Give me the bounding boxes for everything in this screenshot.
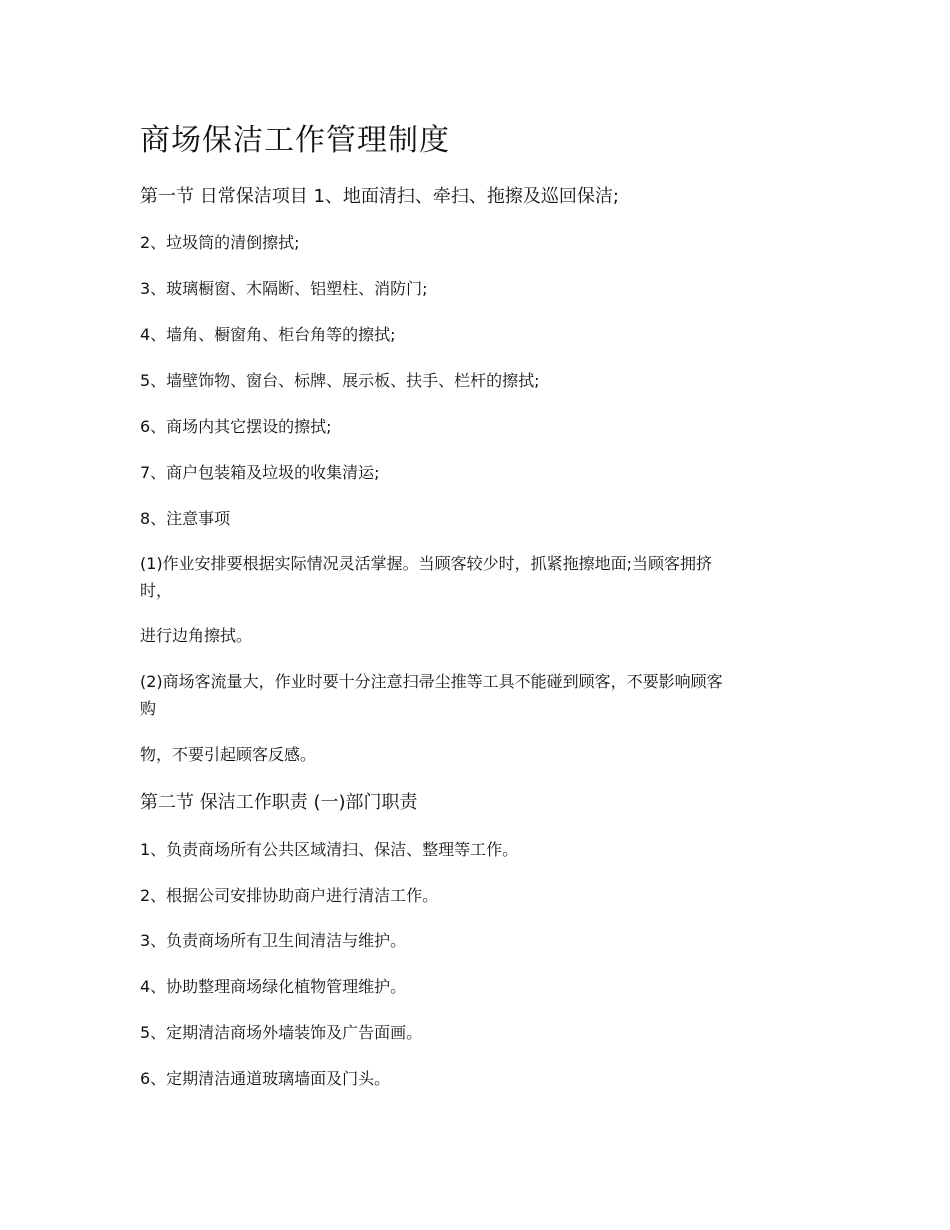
paragraph-line: 4、协助整理商场绿化植物管理维护。 bbox=[140, 977, 407, 996]
paragraph-line: 4、墙角、橱窗角、柜台角等的擦拭; bbox=[140, 325, 396, 344]
section-heading-2: 第二节 保洁工作职责 (一)部门职责 bbox=[140, 792, 418, 813]
paragraph-line: 5、墙壁饰物、窗台、标牌、展示板、扶手、栏杆的擦拭; bbox=[140, 371, 540, 390]
document-title: 商场保洁工作管理制度 bbox=[140, 123, 450, 158]
paragraph-line: 6、定期清洁通道玻璃墙面及门头。 bbox=[140, 1069, 391, 1088]
paragraph-line: (1)作业安排要根据实际情况灵活掌握。当顾客较少时，抓紧拖擦地面;当顾客拥挤 bbox=[140, 554, 713, 573]
paragraph-line: 2、根据公司安排协助商户进行清洁工作。 bbox=[140, 886, 439, 905]
paragraph-line: 1、负责商场所有公共区域清扫、保洁、整理等工作。 bbox=[140, 840, 519, 859]
paragraph-line: 进行边角擦拭。 bbox=[140, 626, 253, 645]
paragraph-line: 时， bbox=[140, 581, 173, 600]
paragraph-line: (2)商场客流量大，作业时要十分注意扫帚尘推等工具不能碰到顾客，不要影响顾客 bbox=[140, 672, 723, 691]
paragraph-line: 6、商场内其它摆设的擦拭; bbox=[140, 417, 332, 436]
paragraph-line: 3、玻璃橱窗、木隔断、铝塑柱、消防门; bbox=[140, 279, 428, 298]
section-heading-1: 第一节 日常保洁项目 1、地面清扫、牵扫、拖擦及巡回保洁; bbox=[140, 186, 619, 207]
paragraph-line: 8、注意事项 bbox=[140, 509, 231, 528]
paragraph-line: 购 bbox=[140, 699, 157, 718]
paragraph-line: 2、垃圾筒的清倒擦拭; bbox=[140, 233, 300, 252]
paragraph-line: 物，不要引起顾客反感。 bbox=[140, 745, 317, 764]
paragraph-line: 3、负责商场所有卫生间清洁与维护。 bbox=[140, 931, 407, 950]
paragraph-line: 7、商户包装箱及垃圾的收集清运; bbox=[140, 463, 380, 482]
paragraph-line: 5、定期清洁商场外墙装饰及广告面画。 bbox=[140, 1023, 423, 1042]
